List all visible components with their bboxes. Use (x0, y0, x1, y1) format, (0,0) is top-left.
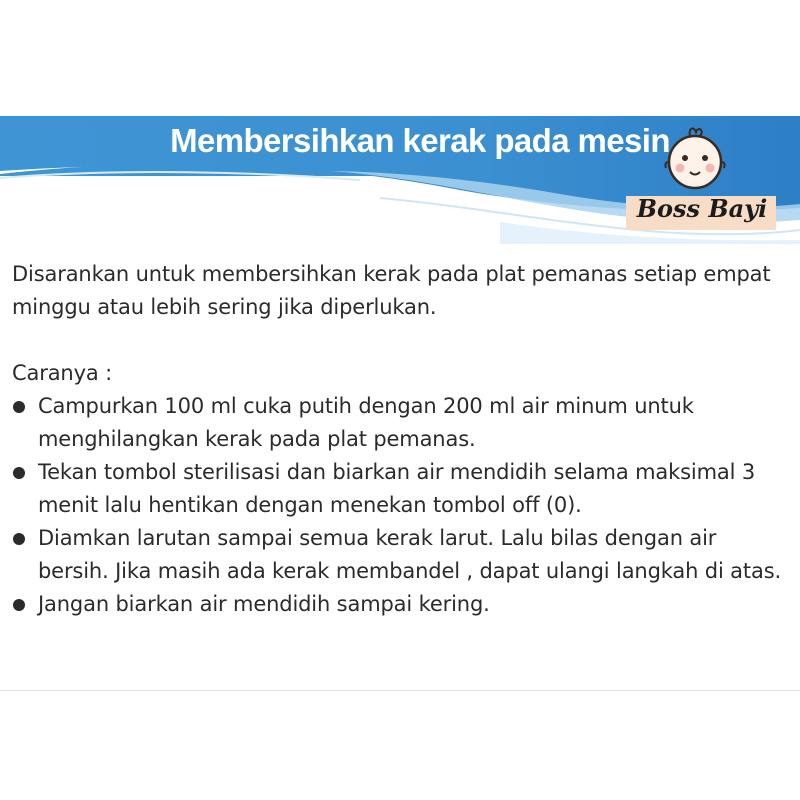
step-text: Diamkan larutan sampai semua kerak larut. Lalu bilas dengan air bersih. Jika masih ada kerak membandel , dapat ulangi langkah di atas. (38, 526, 782, 583)
step-text: Tekan tombol sterilisasi dan biarkan air mendidih selama maksimal 3 menit lalu hentikan dengan menekan tombol off (0). (38, 460, 756, 517)
list-item (12, 456, 788, 522)
step-text: Campurkan 100 ml cuka putih dengan 200 ml air minum untuk menghilangkan kerak pada plat pemanas. (38, 394, 694, 451)
boss-bayi-logo (610, 124, 780, 244)
page-title: Membersihkan kerak pada mesin (170, 122, 670, 159)
baby-face-icon (610, 124, 780, 244)
list-item (12, 588, 788, 621)
bullet-icon (13, 467, 25, 479)
bullet-icon (13, 401, 25, 413)
divider (0, 690, 800, 691)
steps-heading: Caranya : (12, 361, 113, 385)
bullet-icon (13, 599, 25, 611)
intro-paragraph: Disarankan untuk membersihkan kerak pada plat pemanas setiap empat minggu atau lebih sering jika diperlukan. (12, 262, 771, 319)
list-item (12, 390, 788, 456)
bullet-icon (13, 533, 25, 545)
list-item (12, 522, 788, 588)
step-text: Jangan biarkan air mendidih sampai kering. (38, 592, 490, 616)
logo-text: Boss Bayi (636, 194, 768, 223)
instructions-content (12, 258, 788, 621)
steps-list (12, 390, 788, 621)
